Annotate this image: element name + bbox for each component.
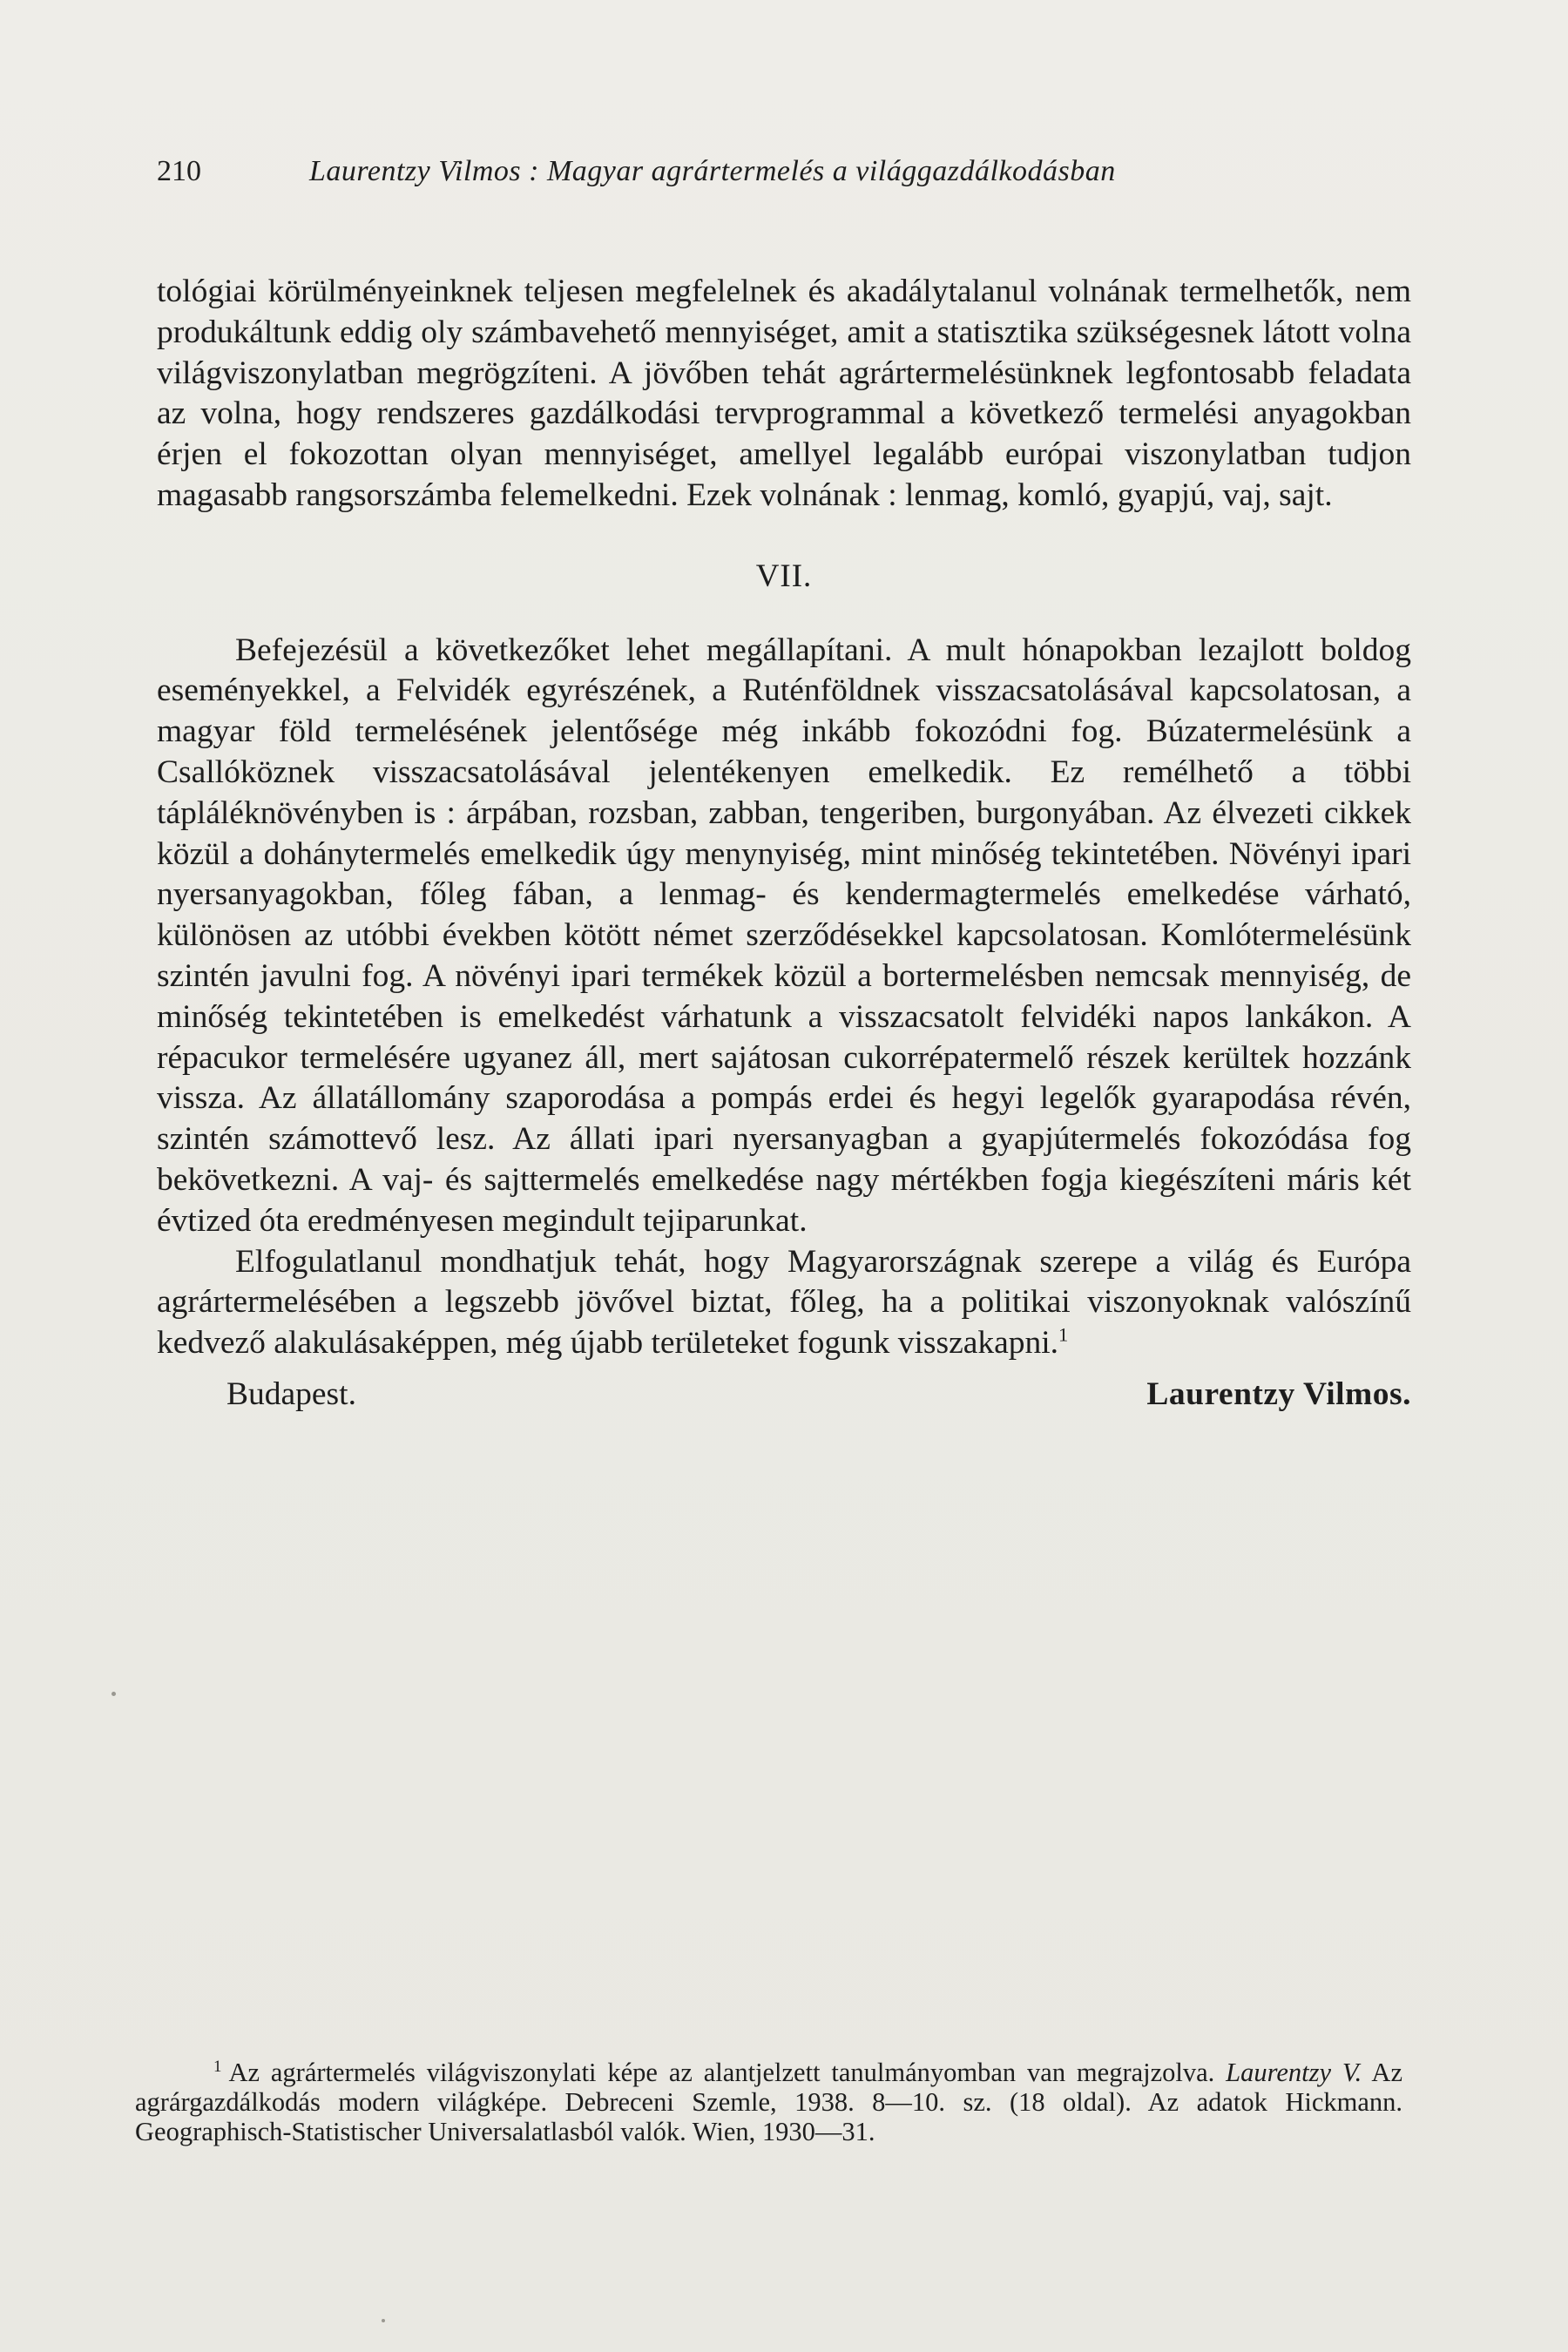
paragraph-final bbox=[157, 1242, 1411, 1364]
footnote-text-before: Az agrártermelés világviszonylati képe az alantjelzett tanulmányomban van megrajzolva. bbox=[228, 2058, 1215, 2087]
footnote-author: Laurentzy V. bbox=[1226, 2058, 1362, 2087]
paragraph-continued: tológiai körülményeinknek teljesen megfelelnek és akadálytalanul volnának termelhetők, nem produkáltunk eddig oly számbavehető mennyiséget, amit a statisztika szükségesnek látott volna világviszonylatban megrögzíteni. A jövőben tehát agrártermelésünknek legfontosabb feladata az volna, hogy rendszeres gazdálkodási tervprogrammal a következő termelési anyagokban érjen el fokozottan olyan mennyiséget, amellyel legalább európai viszonylatban tudjon magasabb rangsorszámba felemelkedni. Ezek volnának : lenmag, komló, gyapjú, vaj, sajt. bbox=[157, 274, 1411, 513]
footnote bbox=[135, 2058, 1402, 2146]
paragraph-final-text: Elfogulatlanul mondhatjuk tehát, hogy Magyarországnak szerepe a világ és Európa agrártermelésében a legszebb jövővel biztat, főleg, ha a politikai viszonyoknak valószínű kedvező alakulásaképpen, még újabb területeket fogunk visszakapni. bbox=[157, 1243, 1411, 1362]
signature-name: Laurentzy Vilmos. bbox=[1146, 1375, 1411, 1412]
paper-speck bbox=[112, 1692, 116, 1696]
paper-speck bbox=[382, 2319, 385, 2322]
running-head bbox=[157, 150, 1429, 193]
section-heading: VII. bbox=[755, 558, 813, 594]
footnote-text bbox=[135, 2058, 1402, 2146]
signature-place: Budapest. bbox=[226, 1375, 356, 1412]
paragraph-conclusion: Befejezésül a következőket lehet megállapítani. A mult hónapokban lezajlott boldog eseményekkel, a Felvidék egyrészének, a Ruténföldnek visszacsatolásával kapcsolatosan, a magyar föld termelésének jelentősége még inkább fokozódni fog. Búzatermelésünk a Csallóköznek visszacsatolásával jelentékenyen emelkedik. Ez remélhető a többi tápláléknövényben is : árpában, rozsban, zabban, tengeriben, burgonyában. Az élvezeti cikkek közül a dohánytermelés emelkedik úgy menynyiség, mint minőség tekintetében. Növényi ipari nyersanyagokban, főleg fában, a lenmag- és kendermagtermelés emelkedése várható, különösen az utóbbi években kötött német szerződésekkel kapcsolatosan. Komlótermelésünk szintén javulni fog. A növényi ipari termékek közül a bortermelésben nemcsak mennyiség, de minőség tekintetében is emelkedést várhatunk a visszacsatolt felvidéki napos lankákon. A répacukor termelésére ugyanez áll, mert sajátosan cukorrépatermelő részek kerültek hozzánk vissza. Az állatállomány szaporodása a pompás erdei és hegyi legelők gyarapodása révén, szintén számottevő lesz. Az állati ipari nyersanyagban a gyapjútermelés fokozódása fog bekövetkezni. A vaj- és sajttermelés emelkedése nagy mértékben fogja kiegészíteni máris két évtized óta eredményesen megindult tejiparunkat. bbox=[157, 632, 1411, 1239]
footnote-mark: 1 bbox=[213, 2057, 222, 2076]
body-text bbox=[157, 272, 1411, 1416]
page-number: 210 bbox=[157, 155, 201, 187]
footnote-text-after: Az agrárgazdálkodás modern világképe. Debreceni Szemle, 1938. 8—10. sz. (18 oldal). Az adatok Hickmann. Geographisch-Statistischer Universalatlasból valók. Wien, 1930—31. bbox=[135, 2058, 1402, 2146]
footnote-reference: 1 bbox=[1058, 1323, 1069, 1346]
signature-line bbox=[157, 1375, 1411, 1416]
running-title: Laurentzy Vilmos : Magyar agrártermelés a világgazdálkodásban bbox=[309, 155, 1116, 187]
